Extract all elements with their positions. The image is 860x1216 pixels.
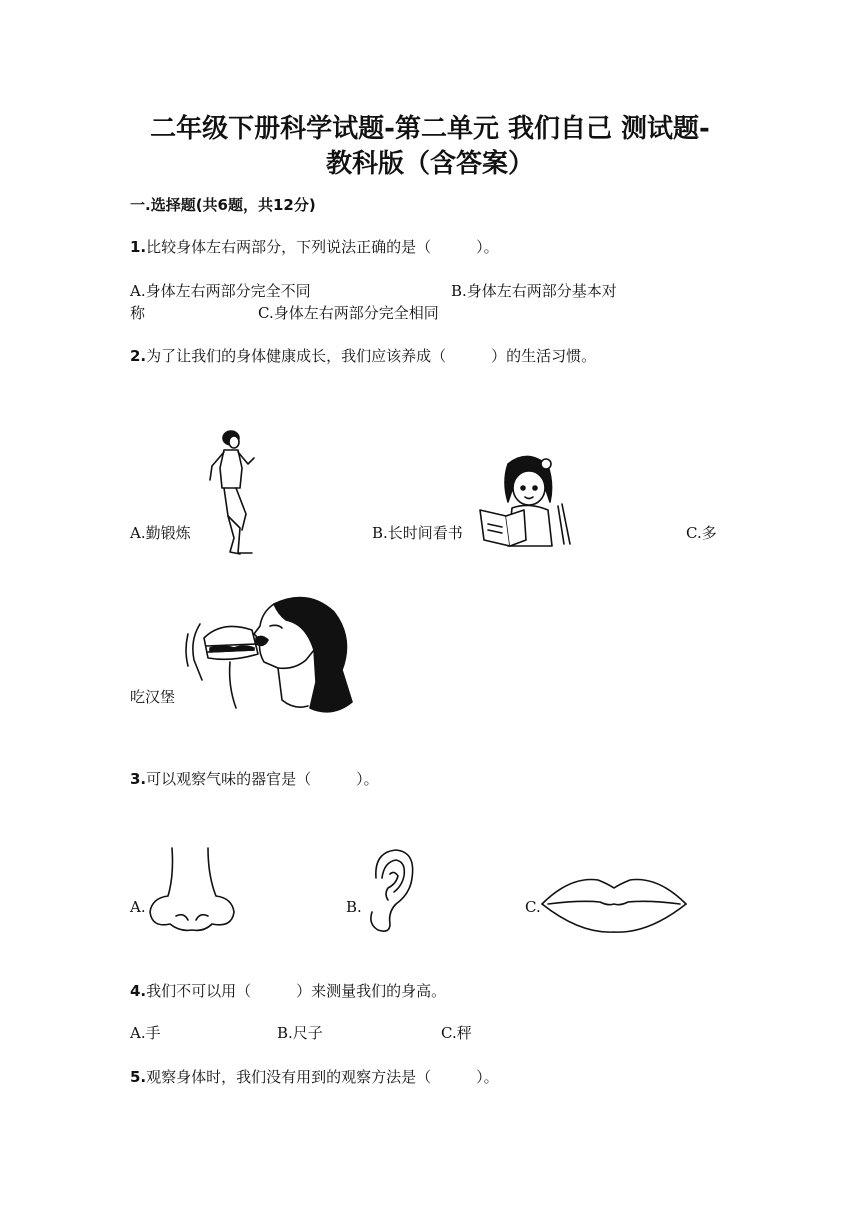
- question-4-number: 4.: [130, 982, 147, 1000]
- lips-icon: [540, 872, 688, 936]
- question-2-text: 为了让我们的身体健康成长，我们应该养成（ ）的生活习惯。: [146, 347, 597, 365]
- nose-icon: [146, 846, 238, 934]
- woman-eating-burger-icon: [182, 590, 358, 718]
- page-title-line1: 二年级下册科学试题-第二单元 我们自己 测试题-: [150, 114, 710, 144]
- question-5-number: 5.: [130, 1068, 147, 1086]
- q2-option-c-wrap: 吃汉堡: [130, 688, 176, 706]
- question-4: [130, 980, 446, 1001]
- question-5-text: 观察身体时，我们没有用到的观察方法是（ ）。: [146, 1068, 499, 1086]
- q1-option-a[interactable]: A.身体左右两部分完全不同: [130, 282, 311, 300]
- page-title-line2: 教科版（含答案）: [325, 149, 534, 179]
- question-2-number: 2.: [130, 347, 147, 365]
- question-1-text: 比较身体左右两部分，下列说法正确的是（ ）。: [146, 238, 499, 256]
- question-2: [130, 345, 596, 366]
- q4-option-b[interactable]: B.尺子: [277, 1024, 323, 1042]
- running-person-icon: [200, 428, 262, 558]
- q4-option-c[interactable]: C.秤: [441, 1024, 472, 1042]
- q2-option-c[interactable]: C.多: [686, 524, 717, 542]
- section-heading: 一.选择题(共6题，共12分): [130, 196, 316, 214]
- question-1-number: 1.: [130, 238, 147, 256]
- question-3: [130, 768, 379, 789]
- q3-option-a[interactable]: A.: [130, 898, 146, 916]
- q4-option-a[interactable]: A.手: [130, 1024, 161, 1042]
- q1-option-c[interactable]: C.身体左右两部分完全相同: [258, 304, 439, 322]
- question-4-text: 我们不可以用（ ）来测量我们的身高。: [146, 982, 447, 1000]
- q2-option-b[interactable]: B.长时间看书: [372, 524, 463, 542]
- question-3-number: 3.: [130, 770, 147, 788]
- question-5: [130, 1066, 499, 1087]
- q1-option-b[interactable]: B.身体左右两部分基本对: [451, 282, 617, 300]
- q2-option-a[interactable]: A.勤锻炼: [130, 524, 191, 542]
- q3-option-c[interactable]: C.: [525, 898, 541, 916]
- question-1: [130, 236, 499, 257]
- ear-icon: [364, 848, 418, 934]
- girl-reading-book-icon: [478, 454, 574, 554]
- q1-option-b-wrap: 称: [130, 304, 146, 322]
- question-3-text: 可以观察气味的器官是（ ）。: [146, 770, 379, 788]
- q3-option-b[interactable]: B.: [346, 898, 362, 916]
